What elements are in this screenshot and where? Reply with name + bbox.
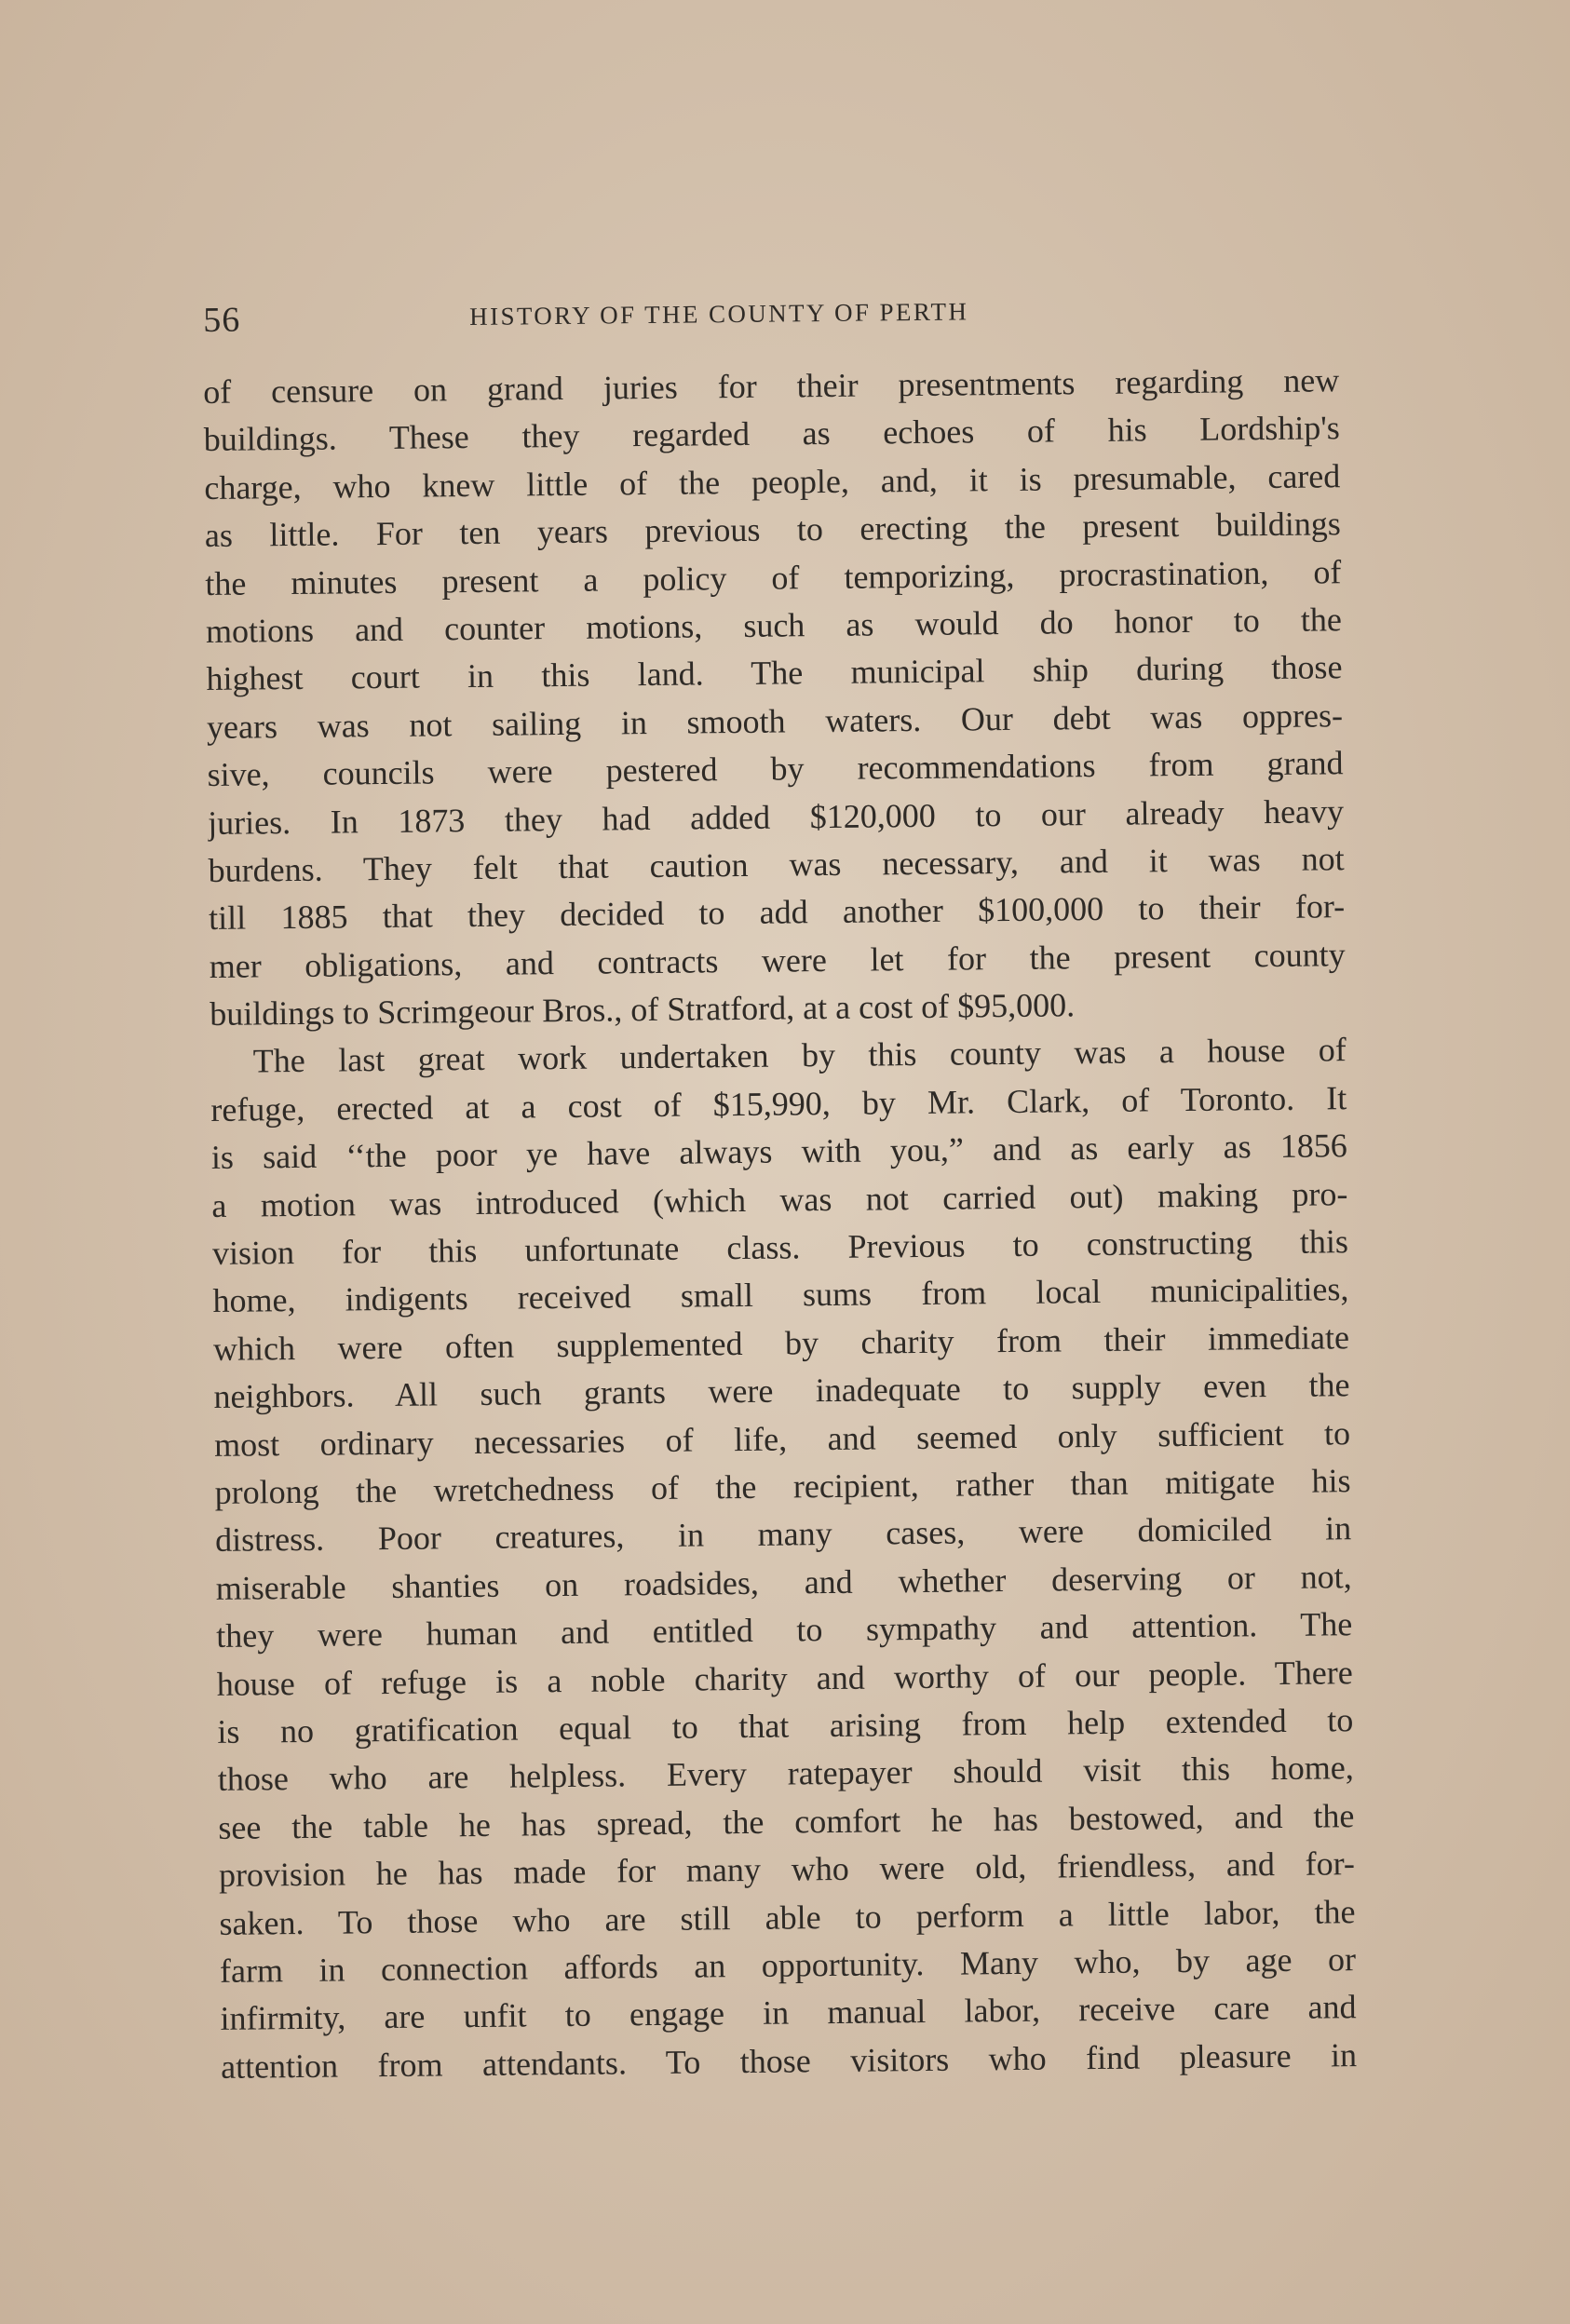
text-line: the minutes present a policy of temporizing, procrastination, of bbox=[205, 552, 1342, 602]
text-line: of censure on grand juries for their presentments regarding new bbox=[203, 361, 1340, 411]
text-line: buildings. These they regarded as echoes of his Lordship's bbox=[203, 409, 1340, 459]
text-line: attention from attendants. To those visitors who find pleasure in bbox=[220, 2035, 1358, 2086]
text-line: burdens. They felt that caution was necessary, and it was not bbox=[208, 840, 1345, 889]
text-line: see the table he has spread, the comfort he has bestowed, and the bbox=[218, 1796, 1355, 1846]
text-line: neighbors. All such grants were inadequate to supply even the bbox=[213, 1366, 1350, 1416]
text-line: most ordinary necessaries of life, and seemed only sufficient to bbox=[213, 1413, 1351, 1464]
text-line: is said ‘‘the poor ye have always with you,” and as early as 1856 bbox=[210, 1127, 1348, 1177]
text-line: juries. In 1873 they had added $120,000 to our already heavy bbox=[207, 791, 1345, 842]
text-line: buildings to Scrimgeour Bros., of Stratford, at a cost of $95,000. bbox=[210, 986, 1076, 1034]
text-line: vision for this unfortunate class. Previous to constructing this bbox=[211, 1223, 1349, 1272]
text-line: sive, councils were pestered by recommendations from grand bbox=[207, 744, 1344, 794]
body-text bbox=[203, 357, 1357, 2091]
text-line: those who are helpless. Every ratepayer should visit this home, bbox=[217, 1749, 1355, 1799]
running-head-title: HISTORY OF THE COUNTY OF PERTH bbox=[469, 297, 969, 331]
text-line: farm in connection affords an opportunity. Many who, by age or bbox=[219, 1940, 1357, 1990]
text-line: refuge, erected at a cost of $15,990, by Mr. Clark, of Toronto. It bbox=[210, 1079, 1347, 1128]
text-line: miserable shanties on roadsides, and whether deserving or not, bbox=[215, 1557, 1352, 1607]
text-line: till 1885 that they decided to add another $100,000 to their for- bbox=[208, 887, 1346, 938]
text-line: is no gratification equal to that arising from help extended to bbox=[217, 1701, 1354, 1750]
text-line: distress. Poor creatures, in many cases, were domiciled in bbox=[214, 1509, 1352, 1560]
text-line: charge, who knew little of the people, and, it is presumable, cared bbox=[204, 456, 1341, 507]
text-line: prolong the wretchedness of the recipient, rather than mitigate his bbox=[214, 1462, 1351, 1511]
text-line: which were often supplemented by charity from their immediate bbox=[212, 1317, 1350, 1368]
page-number: 56 bbox=[203, 300, 241, 340]
text-line: house of refuge is a noble charity and worthy of our people. There bbox=[216, 1653, 1353, 1703]
text-line: as little. For ten years previous to erecting the present buildings bbox=[204, 505, 1342, 555]
text-line: they were human and entitled to sympathy and attention. The bbox=[216, 1605, 1353, 1655]
paragraph-start-line: The last great work undertaken by this county was a house of bbox=[252, 1031, 1347, 1080]
text-line: saken. To those who are still able to perform a little labor, the bbox=[219, 1892, 1356, 1942]
text-line: provision he has made for many who were old, friendless, and for- bbox=[218, 1844, 1356, 1895]
text-line: a motion was introduced (which was not carried out) making pro- bbox=[211, 1174, 1348, 1224]
text-line: mer obligations, and contracts were let for the present county bbox=[209, 935, 1346, 985]
text-line: highest court in this land. The municipal ship during those bbox=[206, 648, 1343, 698]
running-head bbox=[203, 288, 1332, 346]
text-line: motions and counter motions, such as would do honor to the bbox=[205, 601, 1343, 650]
text-line: infirmity, are unfit to engage in manual labor, receive care and bbox=[220, 1988, 1357, 2038]
text-line: years was not sailing in smooth waters. Our debt was oppres- bbox=[206, 696, 1344, 746]
text-line: home, indigents received small sums from local municipalities, bbox=[212, 1270, 1349, 1320]
